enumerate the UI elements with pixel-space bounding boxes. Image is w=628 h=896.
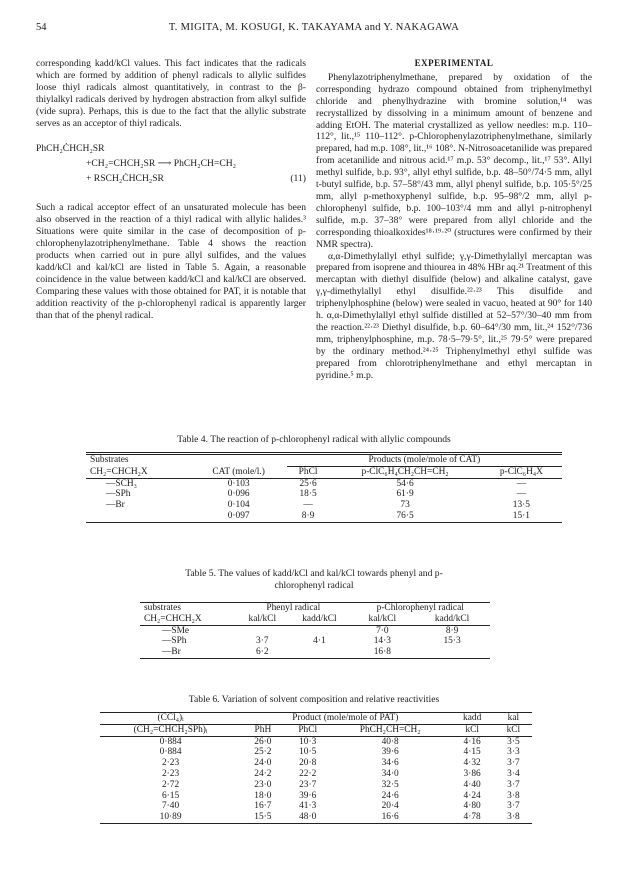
table-cell bbox=[288, 625, 350, 636]
table-cell: —Br bbox=[162, 647, 181, 658]
table-cell: 3·8 bbox=[507, 790, 520, 801]
table5-header: Phenyl radical bbox=[266, 603, 321, 613]
table-cell: 4·40 bbox=[463, 779, 481, 790]
table5-caption bbox=[36, 568, 592, 592]
table-cell: 15·5 bbox=[254, 812, 272, 823]
table5-header: kal/kCl bbox=[248, 613, 277, 624]
table-cell: 6·15 bbox=[161, 790, 180, 801]
table4-header: PhCl bbox=[298, 466, 318, 477]
table6-header: Product (mole/mole of PAT) bbox=[241, 713, 449, 725]
right-column bbox=[316, 58, 592, 381]
table5-header: p-Chlorophenyl radical bbox=[376, 603, 464, 613]
table-cell: 18·5 bbox=[299, 489, 317, 500]
table-cell: —SPh bbox=[162, 636, 187, 647]
page-number: 54 bbox=[36, 22, 47, 33]
table6-body bbox=[100, 736, 532, 823]
table-cell: 3·3 bbox=[507, 747, 520, 758]
table-cell: 25·6 bbox=[299, 478, 317, 489]
table-row bbox=[86, 489, 562, 500]
table-cell: 23·7 bbox=[299, 779, 317, 790]
table-cell: 0·097 bbox=[227, 510, 250, 521]
table4-header: p-ClC₆H₄X bbox=[499, 466, 543, 477]
table5-caption-line-1: Table 5. The values of kadd/kCl and kal/kCl towards phenyl and p- bbox=[185, 568, 443, 579]
left-paragraph-1: corresponding kadd/kCl values. This fact indicates that the radicals which are formed by addition of phenyl radicals to allylic sulfides loose thiyl radicals almost quantitatively, in contrast to the β-thiylalkyl radicals derived by hydrogen abstraction from alkyl sulfide (vide supra). Perhaps, this is due to the fact that the allylic substrate serves as an acceptor of thiyl radicals. bbox=[36, 58, 306, 129]
table-cell: 48·0 bbox=[299, 812, 317, 823]
table-cell: 4·78 bbox=[463, 812, 481, 823]
table-cell: 16·8 bbox=[373, 647, 391, 658]
table-row bbox=[140, 625, 490, 636]
reaction-scheme bbox=[36, 141, 306, 186]
table-cell: 25·2 bbox=[254, 747, 272, 758]
table-cell: 54·6 bbox=[396, 478, 414, 489]
table-cell: 4·15 bbox=[463, 747, 481, 758]
table-cell: 34·6 bbox=[381, 758, 399, 769]
equation-number: (11) bbox=[290, 173, 306, 185]
table-cell: 32·5 bbox=[381, 779, 399, 790]
table4 bbox=[86, 452, 562, 523]
table-cell: 20·8 bbox=[299, 758, 317, 769]
table5-caption-line-2: chlorophenyl radical bbox=[274, 580, 354, 591]
table6-header: kCl bbox=[506, 724, 521, 735]
table4-header: CAT (mole/l.) bbox=[212, 466, 265, 477]
table-row bbox=[140, 636, 490, 647]
table6 bbox=[100, 712, 532, 824]
table-cell: 24·2 bbox=[254, 768, 272, 779]
table-cell: 13·5 bbox=[512, 500, 530, 511]
table-cell: 34·0 bbox=[381, 768, 399, 779]
table-cell: 7·0 bbox=[376, 625, 389, 636]
table-row bbox=[100, 769, 532, 780]
table-cell: 3·5 bbox=[507, 736, 520, 747]
table4-header: p-ClC₆H₄CH₂CH=CH₂ bbox=[361, 466, 449, 477]
table-cell: 2·23 bbox=[161, 768, 180, 779]
table-cell: 22·2 bbox=[299, 768, 317, 779]
table6-header: PhH bbox=[254, 724, 272, 735]
table5-header: kadd/kCl bbox=[302, 613, 337, 624]
table-cell: 3·8 bbox=[507, 812, 520, 823]
table5-header: kadd/kCl bbox=[434, 613, 470, 624]
right-paragraph-2: α,α-Dimethylallyl ethyl sulfide; γ,γ-Dimethylallyl mercaptan was prepared from isoprene and thiourea in 48% HBr aq.²¹ Treatment of this mercaptan with diethyl disulfide (below) and alkaline catalyst, gave γ,γ-dimethylallyl ethyl disulfide.²²·²³ This disulfide and triphenylphosphine (below) were sealed in vacuo, heated at 90° for 140 h. α,α-Dimethylallyl ethyl sulfide distilled at 52–57°/30–40 mm from the reaction.²²·²³ Diethyl disulfide, b.p. 60–64°/30 mm, lit.,²⁴ 152°/736 mm, triphenylphosphine, m.p. 78·5–79·5°, lit.,²⁵ 79·5° were prepared by the ordinary method.²⁴·²⁵ Triphenylmethyl ethyl sulfide was prepared from chlorotriphenylmethane and ethyl mercaptan in pyridine.⁵ m.p. bbox=[316, 250, 592, 381]
table-row bbox=[100, 801, 532, 812]
table-row bbox=[86, 500, 562, 511]
table-cell: 4·32 bbox=[463, 758, 481, 769]
table-cell: 10·89 bbox=[159, 812, 182, 823]
table-cell: 18·0 bbox=[254, 790, 272, 801]
table-cell: 4·80 bbox=[463, 801, 481, 812]
section-title: EXPERIMENTAL bbox=[414, 58, 494, 68]
table-cell: 15·1 bbox=[512, 510, 530, 521]
table4-header: Products (mole/mole of CAT) bbox=[287, 454, 562, 467]
table-cell: 2·23 bbox=[161, 758, 180, 769]
table-cell: 16·7 bbox=[254, 801, 272, 812]
scheme-line-3-text: + RSCH₂ĊHCH₂SR bbox=[86, 173, 164, 185]
table6-header: kal bbox=[495, 713, 532, 725]
table5 bbox=[140, 602, 490, 659]
table-cell: 8·9 bbox=[445, 625, 459, 636]
scheme-line-2 bbox=[36, 156, 306, 171]
table-row bbox=[86, 478, 562, 489]
table-cell: 4·16 bbox=[463, 736, 481, 747]
scheme-line-3 bbox=[36, 171, 306, 186]
table-row bbox=[100, 758, 532, 769]
table6-header: kCl bbox=[465, 724, 479, 735]
table-cell: 6·2 bbox=[256, 647, 269, 658]
table-cell: 10·3 bbox=[299, 736, 317, 747]
scheme-line-1: PhCH₂ĊHCH₂SR bbox=[36, 143, 105, 155]
table5-header: kal/kCl bbox=[368, 613, 397, 624]
table-cell: 0·104 bbox=[227, 500, 250, 511]
table-cell bbox=[236, 625, 288, 636]
table-cell: 8·9 bbox=[301, 510, 315, 521]
table-cell: 16·6 bbox=[381, 812, 399, 823]
table6-caption: Table 6. Variation of solvent composition and relative reactivities bbox=[188, 694, 440, 705]
table6-header: PhCl bbox=[298, 724, 318, 735]
table-cell: 0·096 bbox=[227, 489, 250, 500]
table-row bbox=[86, 511, 562, 522]
table-row bbox=[100, 812, 532, 823]
table-cell: 0·884 bbox=[159, 747, 182, 758]
table4-header: Substrates bbox=[90, 455, 129, 466]
scheme-line-2-text: +CH₂=CHCH₂SR ⟶ PhCH₂CH=CH₂ bbox=[86, 158, 236, 170]
left-paragraph-2: Such a radical acceptor effect of an unsaturated molecule has been also observed in the reaction of a thiyl radical with allylic halides.³ Situations were quite similar in the case of decomposition of p-chlorophenylazotriphenylmethane. Table 4 shows the reaction products when carried out in pure allyl sulfides, and the values kadd/kCl and kal/kCl are listed in Table 5. Again, a reasonable coincidence in the value between kadd/kCl and kal/kCl are observed. Comparing these values with those obtained for PAT, it is notable that addition reactivity of the p-chlorophenyl radical is apparently larger than that of the phenyl radical. bbox=[36, 202, 306, 321]
table-cell bbox=[414, 647, 490, 658]
table5-header: substrates bbox=[144, 603, 181, 613]
table6-header: (CH₂=CHCH₂SPh)ᵢ bbox=[133, 724, 208, 735]
table-cell: 4·24 bbox=[463, 790, 481, 801]
table-row bbox=[100, 780, 532, 791]
table-cell: 0·103 bbox=[227, 478, 250, 489]
table-cell: 15·3 bbox=[443, 636, 461, 647]
table-cell: 73 bbox=[400, 500, 410, 511]
left-column bbox=[36, 58, 306, 322]
running-head: T. MIGITA, M. KOSUGI, K. TAKAYAMA and Y. NAKAGAWA bbox=[168, 22, 460, 33]
table-cell: 3·4 bbox=[507, 768, 520, 779]
right-paragraph-1: Phenylazotriphenylmethane, prepared by oxidation of the corresponding hydrazo compound obtained from triphenylmethyl chloride and phenylhydrazine with bromine solution,¹⁴ was recrystallized by dissolving in a minimum amount of benzene and adding EtOH. The material crystallized as yellow needles: m.p. 110–112°, lit.,¹⁵ 110–112°. p-Chlorophenylazotriphenylmethane, similarly prepared, had m.p. 108°, lit.,¹⁶ 108°. N-Nitrosoacetanilide was prepared from acetanilide and nitrous acid.¹⁷ m.p. 53° decomp., lit.,¹⁷ 53°. Allyl methyl sulfide, b.p. 93°, allyl ethyl sulfide, b.p. 48–50°/74·5 mm, allyl t-butyl sulfide, b.p. 57–58°/43 mm, allyl phenyl sulfide, b.p. 105·5°/25 mm, allyl p-methoxyphenyl sulfide, b.p. 95–98°/2 mm, allyl p-chlorophenyl sulfide, b.p. 100–103°/4 mm and allyl p-nitrophenyl sulfide, m.p. 37–38° were prepared from allyl chloride and the corresponding thioalkoxides¹⁸·¹⁹·²⁰ (structures were confirmed by their NMR spectra). bbox=[316, 71, 592, 250]
table-cell: —SPh bbox=[106, 489, 131, 500]
table-cell: 0·884 bbox=[159, 736, 182, 747]
page-header bbox=[36, 22, 592, 36]
table-cell: 24·6 bbox=[381, 790, 399, 801]
table-cell: 4·1 bbox=[313, 636, 326, 647]
table6-header: PhCH₂CH=CH₂ bbox=[359, 724, 421, 735]
table-cell: 10·5 bbox=[299, 747, 317, 758]
table-cell: 3·7 bbox=[507, 779, 520, 790]
table-cell: 39·6 bbox=[381, 747, 399, 758]
table-cell: —Br bbox=[106, 500, 125, 511]
table6-header: (CCl₄)ᵢ bbox=[100, 713, 241, 725]
table-cell: — bbox=[516, 478, 527, 489]
table-row bbox=[100, 736, 532, 747]
table-cell: 3·7 bbox=[256, 636, 269, 647]
table-row bbox=[100, 791, 532, 802]
table-cell: 3·86 bbox=[463, 768, 481, 779]
table-row bbox=[100, 747, 532, 758]
table-cell bbox=[288, 647, 350, 658]
table-cell: — bbox=[516, 489, 527, 500]
table5-body bbox=[140, 625, 490, 658]
table-cell: 76·5 bbox=[396, 510, 414, 521]
table-cell: 7·40 bbox=[161, 801, 180, 812]
table-cell: —SCH₃ bbox=[106, 478, 137, 489]
table6-header: kadd bbox=[450, 713, 495, 725]
table-cell: 24·0 bbox=[254, 758, 272, 769]
table-cell: 39·6 bbox=[299, 790, 317, 801]
table-row bbox=[140, 647, 490, 658]
table4-body bbox=[86, 478, 562, 522]
table-cell: — bbox=[303, 500, 313, 511]
table-cell: 41·3 bbox=[299, 801, 317, 812]
table4-header: CH₂=CHCH₂X bbox=[90, 466, 148, 477]
table-cell: 26·0 bbox=[254, 736, 272, 747]
table-cell: 3·7 bbox=[507, 758, 520, 769]
table5-header: CH₂=CHCH₂X bbox=[144, 613, 202, 624]
table4-caption: Table 4. The reaction of p-chlorophenyl radical with allylic compounds bbox=[177, 434, 451, 445]
table-cell: 3·7 bbox=[507, 801, 520, 812]
table-cell: 61·9 bbox=[396, 489, 414, 500]
table-cell bbox=[86, 511, 191, 522]
table-cell: 23·0 bbox=[254, 779, 272, 790]
table-cell: 20·4 bbox=[381, 801, 399, 812]
table-cell: 2·72 bbox=[161, 779, 180, 790]
table-cell: —SMe bbox=[162, 625, 190, 636]
table-cell: 40·8 bbox=[381, 736, 399, 747]
table-cell: 14·3 bbox=[373, 636, 391, 647]
